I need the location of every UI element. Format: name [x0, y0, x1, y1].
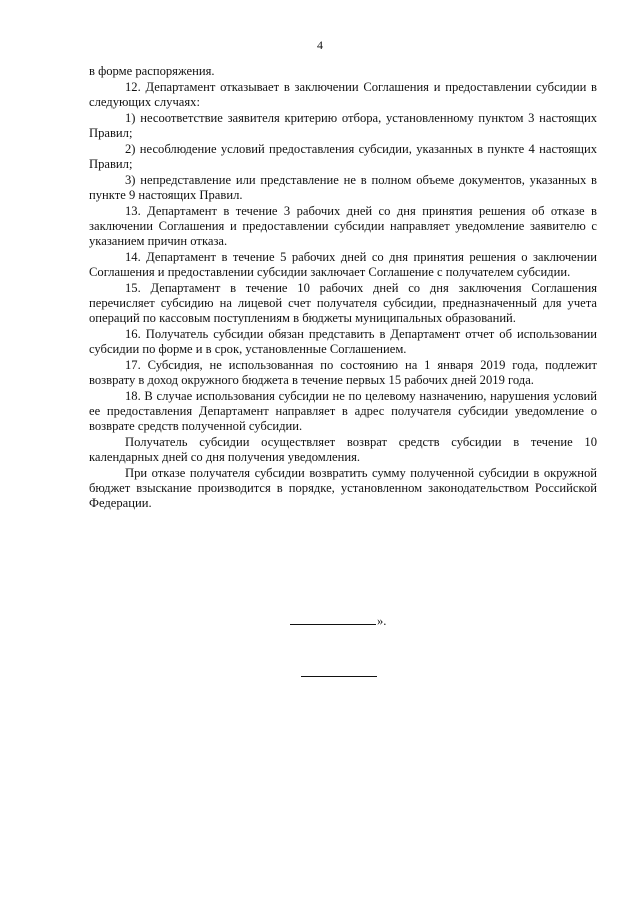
paragraph-item-16: 16. Получатель субсидии обязан представить в Департамент отчет об использовании субсидии по форме и в срок, установленные Соглашением.	[89, 327, 597, 356]
paragraph-item-15: 15. Департамент в течение 10 рабочих дней со дня заключения Соглашения перечисляет субсидию на лицевой счет получателя субсидии, предназначенный для учета операций по кассовым поступлениям в бюджеты муниципальных образований.	[89, 281, 597, 325]
paragraph-item-17: 17. Субсидия, не использованная по состоянию на 1 января 2019 года, подлежит возврату в доход окружного бюджета в течение первых 15 рабочих дней 2019 года.	[89, 358, 597, 387]
paragraph-item-18: 18. В случае использования субсидии не по целевому назначению, нарушения условий ее предоставления Департамент направляет в адрес получателя субсидии уведомление о возврате средств полученной субсидии.	[89, 389, 597, 433]
closing-quote: ».	[377, 614, 387, 628]
document-body	[89, 64, 597, 512]
paragraph-refund-refusal: При отказе получателя субсидии возвратить сумму полученной субсидии в окружной бюджет взыскание производится в порядке, установленном законодательством Российской Федерации.	[89, 466, 597, 510]
paragraph-item-13: 13. Департамент в течение 3 рабочих дней со дня принятия решения об отказе в заключении Соглашения и предоставлении субсидии направляет уведомление заявителю с указанием причин отказа.	[89, 204, 597, 248]
paragraph-item-14: 14. Департамент в течение 5 рабочих дней со дня принятия решения о заключении Соглашения и предоставлении субсидии заключает Соглашение с получателем субсидии.	[89, 250, 597, 279]
closing-line	[290, 614, 386, 629]
paragraph-subitem-3: 3) непредставление или представление не в полном объеме документов, указанных в пункте 9 настоящих Правил.	[89, 173, 597, 202]
paragraph-subitem-2: 2) несоблюдение условий предоставления субсидии, указанных в пункте 4 настоящих Правил;	[89, 142, 597, 171]
paragraph-item-12: 12. Департамент отказывает в заключении Соглашения и предоставлении субсидии в следующих случаях:	[89, 80, 597, 109]
end-divider	[301, 676, 377, 677]
page-number: 4	[317, 38, 323, 52]
paragraph-subitem-1: 1) несоответствие заявителя критерию отбора, установленному пунктом 3 настоящих Правил;	[89, 111, 597, 140]
paragraph-continuation: в форме распоряжения.	[89, 64, 215, 78]
signature-underline	[290, 614, 376, 625]
paragraph-refund-term: Получатель субсидии осуществляет возврат средств субсидии в течение 10 календарных дней со дня получения уведомления.	[89, 435, 597, 464]
